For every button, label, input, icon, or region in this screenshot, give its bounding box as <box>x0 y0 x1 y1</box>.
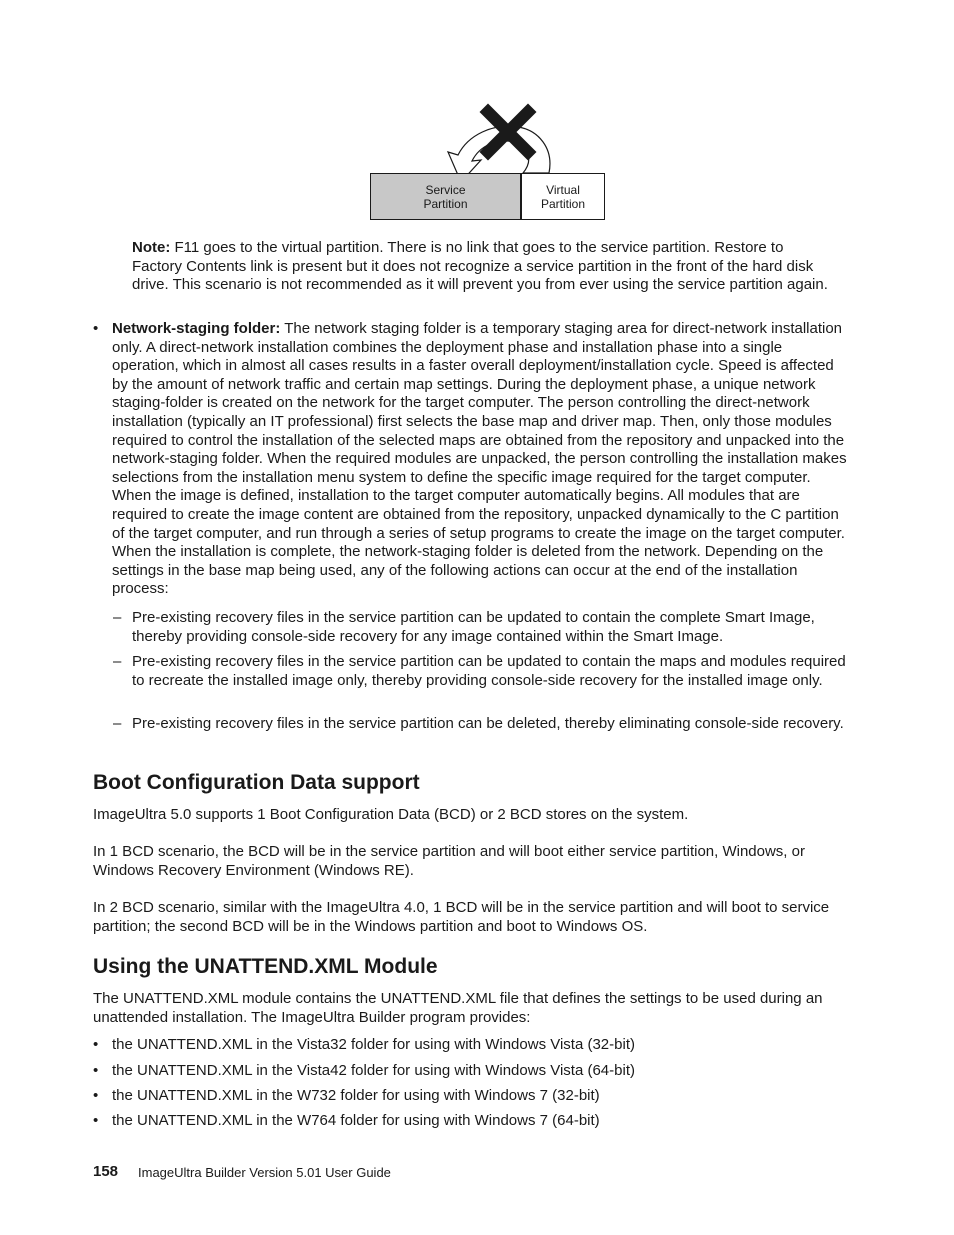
unattend-heading: Using the UNATTEND.XML Module <box>93 955 438 978</box>
dash-marker: – <box>113 609 122 626</box>
footer-title: ImageUltra Builder Version 5.01 User Guide <box>138 1165 391 1180</box>
unattend-list-item: the UNATTEND.XML in the Vista32 folder for using with Windows Vista (32-bit) <box>112 1036 635 1053</box>
bcd-heading: Boot Configuration Data support <box>93 771 420 794</box>
partition-diagram <box>368 100 608 222</box>
note-paragraph <box>132 239 832 295</box>
network-staging-paragraph <box>112 320 847 599</box>
dash-marker: – <box>113 715 122 732</box>
page-number: 158 <box>93 1163 119 1180</box>
bcd-paragraph-2: In 1 BCD scenario, the BCD will be in the service partition and will boot either service partition, Windows, or Windows Recovery Environment (Windows RE). <box>93 843 805 879</box>
virtual-label-line2: Partition <box>540 196 586 211</box>
unattend-list-item: the UNATTEND.XML in the W764 folder for using with Windows 7 (64-bit) <box>112 1112 600 1129</box>
virtual-label-line1: Virtual <box>546 182 580 197</box>
virtual-partition-box <box>521 173 605 220</box>
sub-item: Pre-existing recovery files in the service partition can be updated to contain the maps and modules required to recreate the installed image only, thereby providing console-side recovery for the installed image only. <box>132 653 846 689</box>
bullet-marker: • <box>93 320 99 337</box>
bcd-paragraph-3: In 2 BCD scenario, similar with the ImageUltra 4.0, 1 BCD will be in the service partition and will boot to service partition; the second BCD will be in the Windows partition and boot to Windows OS. <box>93 899 830 935</box>
note-label: Note: <box>132 239 171 256</box>
service-partition-box <box>370 173 521 220</box>
sub-item: Pre-existing recovery files in the service partition can be updated to contain the complete Smart Image, thereby providing console-side recovery for any image contained within the Smart Image. <box>132 609 815 645</box>
bullet-marker: • <box>93 1036 99 1053</box>
unattend-list-item: the UNATTEND.XML in the W732 folder for using with Windows 7 (32-bit) <box>112 1087 600 1104</box>
sub-item: Pre-existing recovery files in the service partition can be deleted, thereby eliminating console-side recovery. <box>132 715 844 732</box>
network-staging-label: Network-staging folder: <box>112 320 281 337</box>
service-label-line1: Service <box>425 182 466 197</box>
dash-marker: – <box>113 653 122 670</box>
bullet-marker: • <box>93 1112 99 1129</box>
note-text: F11 goes to the virtual partition. There is no link that goes to the service partition. Restore to Factory Contents link is present but it does not recognize a service partition in the front of the hard disk drive. This scenario is not recommended as it will prevent you from ever using the service partition again. <box>132 239 828 294</box>
service-label-line2: Partition <box>423 196 468 211</box>
unattend-intro: The UNATTEND.XML module contains the UNATTEND.XML file that defines the settings to be used during an unattended installation. The ImageUltra Builder program provides: <box>93 990 823 1026</box>
bullet-marker: • <box>93 1087 99 1104</box>
bcd-paragraph-1: ImageUltra 5.0 supports 1 Boot Configuration Data (BCD) or 2 BCD stores on the system. <box>93 806 689 823</box>
bullet-marker: • <box>93 1062 99 1079</box>
unattend-list-item: the UNATTEND.XML in the Vista42 folder for using with Windows Vista (64-bit) <box>112 1062 635 1079</box>
network-staging-text: The network staging folder is a temporary staging area for direct-network installation only. A direct-network installation combines the deployment phase and installation phase into a single operation, which in almost all cases results in a faster overall deployment/installation cycle. Speed is affected by the amount of network traffic and certain map settings. During the deployment phase, a unique network staging-folder is created on the network for the target computer. The person controlling the direct-network installation (typically an IT professional) first selects the base map and driver map. Then, only those modules required to control the installation of the selected maps are obtained from the repository and unpacked into the network-staging folder. When the required modules are unpacked, the person controlling the installation makes selections from the installation menu system to define the specific image required for the target computer. When the image is defined, installation to the target computer automatically begins. All modules that are required to create the image content are obtained from the repository, unpacked dynamically to the C partition of the target computer, and run through a series of setup programs to create the image on the target computer. When the installation is complete, the network-staging folder is deleted from the network. Depending on the settings in the base map being used, any of the following actions can occur at the end of the installation process: <box>112 320 847 598</box>
